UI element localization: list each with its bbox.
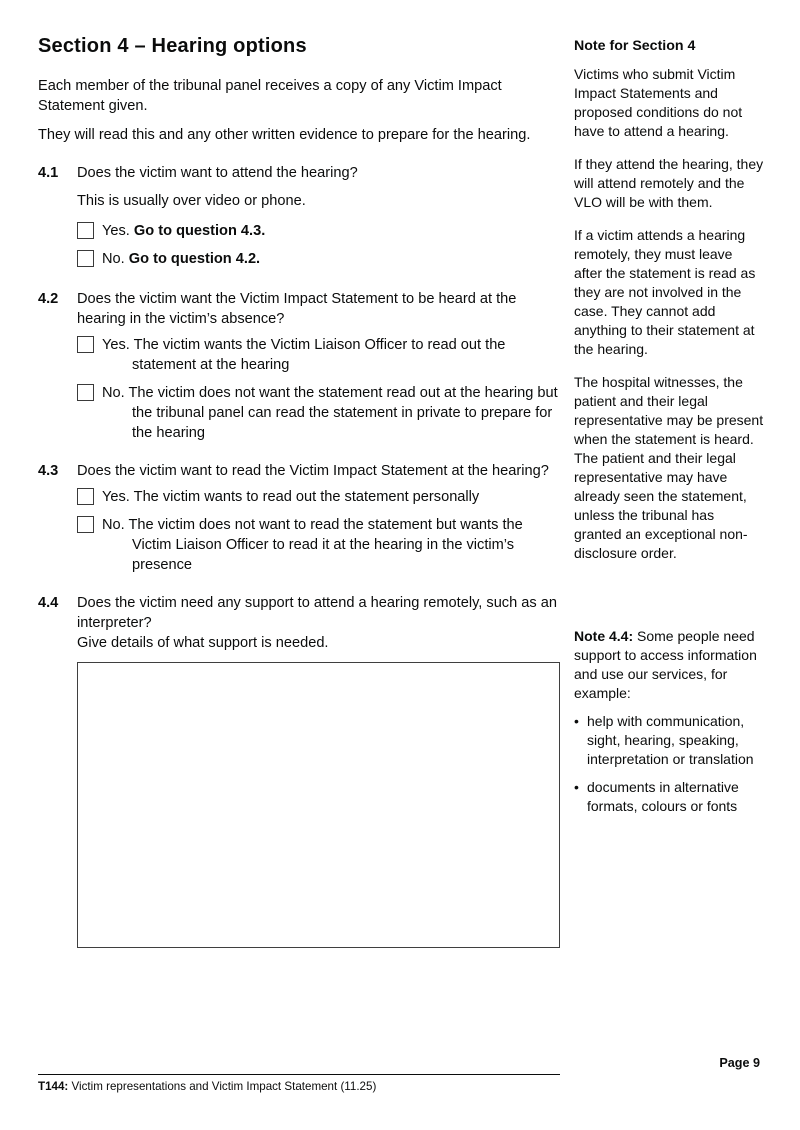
question-4-1	[38, 163, 560, 269]
form-code: T144:	[38, 1080, 69, 1093]
option-4-2-yes-label: Yes. The victim wants the Victim Liaison Officer to read out the statement at the hearing	[102, 337, 506, 373]
checkbox-4-2-yes[interactable]	[77, 336, 94, 353]
bullet-marker: •	[574, 713, 579, 729]
page-number: Page 9	[719, 1056, 760, 1070]
question-4-2	[38, 289, 560, 443]
note-4-4	[574, 627, 764, 816]
question-4-4-text: Does the victim need any support to attend a hearing remotely, such as an interpreter?	[77, 595, 557, 631]
option-4-2-yes	[77, 335, 560, 375]
bullet-text: help with communication, sight, hearing, speaking, interpretation or translation	[587, 713, 754, 767]
question-4-1-number: 4.1	[38, 165, 59, 181]
question-4-3	[38, 461, 560, 575]
question-4-2-number: 4.2	[38, 291, 59, 307]
note-paragraph-3: If a victim attends a hearing remotely, they must leave after the statement is read as they are not involved in the case. They cannot add anything to their statement at the hearing.	[574, 227, 756, 357]
option-goto: Go to question 4.2.	[128, 251, 261, 267]
question-4-4-instruction: Give details of what support is needed.	[77, 635, 329, 651]
option-4-1-yes-label	[102, 221, 265, 241]
checkbox-4-2-no[interactable]	[77, 384, 94, 401]
bullet-marker: •	[574, 779, 579, 795]
note-paragraph-4: The hospital witnesses, the patient and their legal representative may be present when the statement is heard. The patient and their legal representative may have already seen the statement, unless the tribunal has granted an exceptional non-disclosure order.	[574, 374, 764, 561]
option-4-3-yes-label: Yes. The victim wants to read out the statement personally	[102, 489, 480, 505]
checkbox-4-3-no[interactable]	[77, 516, 94, 533]
note-bullet-2	[574, 778, 764, 816]
checkbox-4-1-no[interactable]	[77, 250, 94, 267]
question-4-3-number: 4.3	[38, 463, 59, 479]
question-4-4	[38, 593, 560, 653]
question-4-3-text: Does the victim want to read the Victim Impact Statement at the hearing?	[77, 463, 549, 479]
option-4-3-no-label: No. The victim does not want to read the statement but wants the Victim Liaison Officer to read it at the hearing in the victim’s presence	[102, 517, 523, 573]
checkbox-4-1-yes[interactable]	[77, 222, 94, 239]
bullet-text: documents in alternative formats, colours or fonts	[587, 779, 739, 814]
form-identifier	[38, 1080, 376, 1094]
option-4-2-no	[77, 383, 560, 443]
question-4-1-options	[77, 221, 560, 269]
form-title: Victim representations and Victim Impact Statement (11.25)	[68, 1080, 377, 1093]
note-paragraph-2: If they attend the hearing, they will attend remotely and the VLO will be with them.	[574, 156, 764, 210]
question-4-3-body	[77, 461, 560, 575]
support-details-input[interactable]	[77, 662, 560, 948]
option-4-1-no	[77, 249, 560, 269]
question-4-4-body	[77, 593, 560, 653]
option-4-3-no	[77, 515, 560, 575]
option-4-3-yes	[77, 487, 560, 507]
spacer	[38, 575, 560, 593]
note-bullet-1	[574, 712, 764, 769]
option-goto: Go to question 4.3.	[133, 223, 266, 239]
note-4-4-text	[574, 627, 764, 703]
checkbox-4-3-yes[interactable]	[77, 488, 94, 505]
intro-paragraph-2: They will read this and any other written evidence to prepare for the hearing.	[38, 127, 531, 143]
option-text: No.	[102, 251, 129, 267]
page-content	[38, 34, 764, 948]
notes-heading: Note for Section 4	[574, 38, 696, 54]
note-paragraph-1: Victims who submit Victim Impact Statements and proposed conditions do not have to attend a hearing.	[574, 66, 743, 139]
question-4-2-text: Does the victim want the Victim Impact Statement to be heard at the hearing in the victim’s absence?	[77, 291, 517, 327]
intro-paragraph-1: Each member of the tribunal panel receives a copy of any Victim Impact Statement given.	[38, 78, 502, 114]
question-4-1-body	[77, 163, 560, 269]
option-4-2-no-label: No. The victim does not want the statement read out at the hearing but the tribunal panel can read the statement in private to prepare for the hearing	[102, 385, 558, 441]
question-4-1-hint: This is usually over video or phone.	[77, 193, 306, 209]
question-4-1-text: Does the victim want to attend the hearing?	[77, 165, 358, 181]
footer-divider	[38, 1074, 560, 1075]
note-4-4-label: Note 4.4:	[574, 628, 634, 644]
question-4-3-options	[77, 487, 560, 575]
question-4-4-number: 4.4	[38, 595, 59, 611]
option-4-1-no-label	[102, 249, 260, 269]
spacer	[38, 269, 560, 289]
question-4-2-body	[77, 289, 560, 443]
spacer	[38, 443, 560, 461]
option-4-1-yes	[77, 221, 560, 241]
note-4-4-body: Some people need support to access information and use our services, for example:	[574, 628, 757, 701]
section-title: Section 4 – Hearing options	[38, 35, 307, 57]
option-text: Yes.	[102, 223, 134, 239]
question-4-2-options	[77, 335, 560, 443]
notes-column	[574, 34, 764, 948]
main-column	[38, 34, 560, 948]
